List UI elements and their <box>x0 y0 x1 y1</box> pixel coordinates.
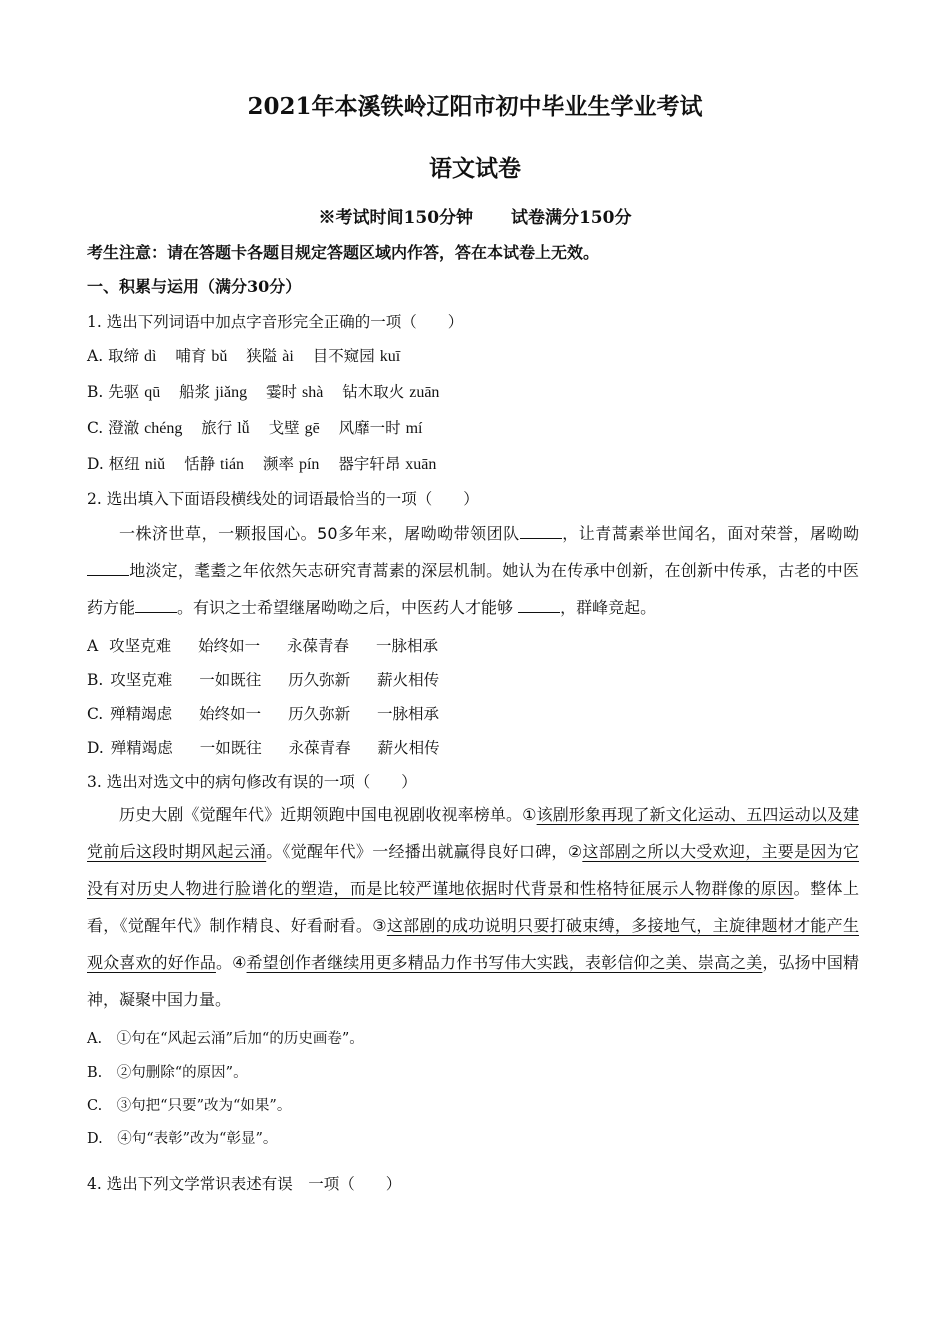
option-word: 薪火相传 <box>377 671 440 689</box>
option-word: 濒率 <box>262 455 294 473</box>
option-word: 始终如一 <box>199 705 262 723</box>
option-word: 一如既往 <box>199 739 262 757</box>
option-label: C. <box>87 705 104 723</box>
option-word: 殚精竭虑 <box>110 705 173 723</box>
option-word: 旅行 <box>201 419 233 437</box>
passage-text: ，让青蒿素举世闻名，面对荣誉，屠呦呦 <box>561 524 859 543</box>
q3-option-b: B. ②句删除“的原因”。 <box>87 1065 248 1081</box>
option-label: C. <box>87 419 104 437</box>
option-label: D. <box>87 739 104 757</box>
option-label: B. <box>87 671 104 689</box>
fill-blank <box>87 559 129 576</box>
option-label: B. <box>87 383 104 401</box>
q3-option-a: A. ①句在“风起云涌”后加“的历史画卷”。 <box>87 1031 364 1047</box>
notice: 考生注意：请在答题卡各题目规定答题区域内作答，答在本试卷上无效。 <box>87 243 600 262</box>
option-word: 取缔 <box>108 347 140 365</box>
option-word: 狭隘 <box>246 347 278 365</box>
passage-text: 。整体上看，《觉醒年代》制作精良、好看耐看。③ <box>87 879 859 935</box>
option-pinyin: mí <box>405 420 423 437</box>
q3-passage <box>87 796 859 1018</box>
option-pinyin: dì <box>144 348 157 365</box>
option-pinyin: pín <box>298 456 320 473</box>
passage-text: 。④ <box>215 953 247 972</box>
passage-text: ，群峰竞起。 <box>560 598 657 617</box>
option-word: 风靡一时 <box>338 419 401 437</box>
option-word: 船浆 <box>179 383 211 401</box>
passage-text: 。《觉醒年代》一经播出就赢得良好口碑，② <box>266 842 583 861</box>
option-pinyin: qū <box>144 384 161 401</box>
option-word: 枢纽 <box>108 455 140 473</box>
section-heading: 一、积累与运用（满分30分） <box>87 277 302 296</box>
passage-text: ，弘扬中国精神，凝聚中国力量。 <box>87 953 859 1009</box>
exam-meta <box>0 203 950 228</box>
exam-subtitle: 语文试卷 <box>429 155 521 182</box>
q2-stem: 2. 选出填入下面语段横线处的词语最恰当的一项（ ） <box>87 490 479 508</box>
q3-option-c: C. ③句把“只要”改为“如果”。 <box>87 1098 292 1114</box>
option-word: 一脉相承 <box>376 637 439 655</box>
q2-option-c <box>87 702 461 724</box>
option-pinyin: bǔ <box>211 348 228 365</box>
option-pinyin: lǚ <box>237 420 250 437</box>
option-word: 哺育 <box>175 347 207 365</box>
q3-option-d: D. ④句“表彰”改为“彰显”。 <box>87 1131 278 1147</box>
option-word: 永葆青春 <box>288 739 351 757</box>
option-word: 一如既往 <box>199 671 262 689</box>
option-word: 历久弥新 <box>288 705 351 723</box>
option-word: 永葆青春 <box>287 637 350 655</box>
q3-stem: 3. 选出对选文中的病句修改有误的一项（ ） <box>87 773 417 791</box>
passage-text: 。有识之士希望继屠呦呦之后，中医药人才能够 <box>177 598 514 617</box>
option-word: 目不窥园 <box>312 347 375 365</box>
underlined-sentence-2: 这部剧之所以大受欢迎，主要是因为它没有对历史人物进行脸谱化的塑造，而是比较严谨地依据时代背景和性格特征展示人物群像的原因 <box>87 842 859 898</box>
passage-text: 历史大剧《觉醒年代》近期领跑中国电视剧收视率榜单。① <box>119 805 537 824</box>
option-word: 器宇轩昂 <box>338 455 401 473</box>
option-word: 始终如一 <box>198 637 261 655</box>
underlined-sentence-4: 希望创作者继续用更多精品力作书写伟大实践，表彰信仰之美、崇高之美 <box>246 953 763 972</box>
underlined-sentence-3: 这部剧的成功说明只要打破束缚，多接地气，主旋律题材才能产生观众喜欢的好作品 <box>87 916 859 972</box>
option-pinyin: xuān <box>405 456 437 473</box>
option-pinyin: niǔ <box>144 456 166 473</box>
passage-text: 地淡定，耄耋之年依然矢志研究青蒿素的深层机制。她认为在传承中创新，在创新中传承，古老的中医药方能 <box>87 561 859 617</box>
option-pinyin: kuī <box>379 348 401 365</box>
option-pinyin: chéng <box>144 420 183 437</box>
option-label: A. <box>87 347 104 365</box>
q1-option-b <box>87 380 453 402</box>
option-word: 薪火相传 <box>377 739 440 757</box>
q1-option-a <box>87 344 414 366</box>
option-pinyin: tián <box>220 456 245 473</box>
option-label: D. <box>87 455 104 473</box>
underlined-sentence-1: 该剧形象再现了新文化运动、五四运动以及建党前后这段时期风起云涌 <box>87 805 859 861</box>
fill-blank <box>518 596 560 613</box>
option-label: A <box>87 637 99 655</box>
q2-option-b <box>87 668 461 690</box>
fill-blank <box>135 596 177 613</box>
option-word: 戈壁 <box>268 419 300 437</box>
option-pinyin: jiǎng <box>215 384 248 401</box>
exam-time: ※考试时间150分钟 <box>318 208 474 228</box>
option-word: 霎时 <box>266 383 298 401</box>
option-word: 澄澈 <box>108 419 140 437</box>
q2-option-d <box>87 736 462 758</box>
q1-option-d <box>87 452 450 474</box>
option-pinyin: shà <box>302 384 324 401</box>
option-word: 历久弥新 <box>288 671 351 689</box>
option-pinyin: zuān <box>409 384 440 401</box>
option-pinyin: ài <box>282 348 294 365</box>
option-word: 钻木取火 <box>342 383 405 401</box>
q4-stem: 4. 选出下列文学常识表述有误 一项（ ） <box>87 1175 402 1193</box>
q2-option-a <box>87 634 460 656</box>
option-word: 攻坚克难 <box>109 637 172 655</box>
exam-score: 试卷满分150分 <box>510 208 632 228</box>
q2-passage <box>87 515 859 626</box>
exam-title: 2021年本溪铁岭辽阳市初中毕业生学业考试 <box>247 93 703 120</box>
option-word: 先驱 <box>108 383 140 401</box>
option-word: 一脉相承 <box>377 705 440 723</box>
q1-option-c <box>87 416 436 438</box>
q1-stem: 1. 选出下列词语中加点字音形完全正确的一项（ ） <box>87 313 464 331</box>
option-word: 攻坚克难 <box>110 671 173 689</box>
option-word: 殚精竭虑 <box>110 739 173 757</box>
passage-text: 一株济世草，一颗报国心。50多年来，屠呦呦带领团队 <box>119 524 520 543</box>
option-word: 恬静 <box>184 455 216 473</box>
option-pinyin: gē <box>304 420 320 437</box>
fill-blank <box>520 522 562 539</box>
